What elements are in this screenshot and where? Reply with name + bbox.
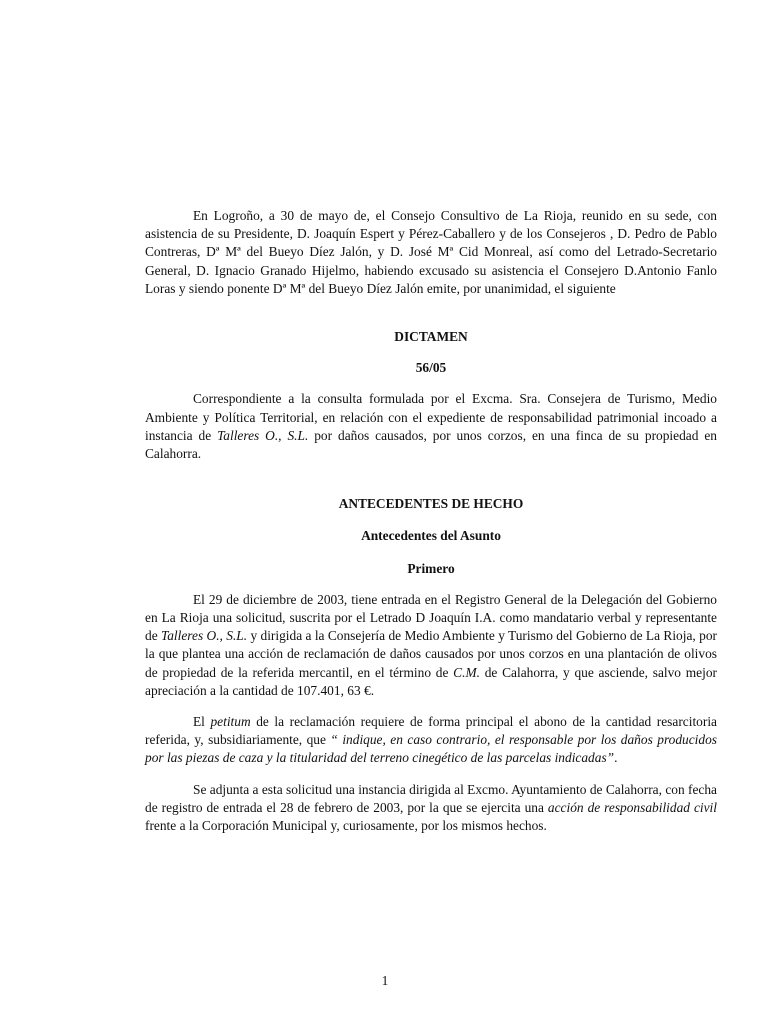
text-run: Se adjunta a esta solicitud una instancia dirigida al Excmo. Ayuntamiento de Calahorra, con fecha de registro de entrada el 28 de febrero de 2003, por la que se ejercita una <box>145 781 717 815</box>
text-run: . <box>614 750 618 766</box>
italic-text-run: Talleres O., S.L. <box>161 628 248 644</box>
italic-text-run: acción de responsabilidad civil <box>547 799 717 815</box>
dictamen-heading: DICTAMEN <box>394 329 468 345</box>
primero-paragraph-2 <box>145 713 717 768</box>
primero-paragraph-3 <box>145 781 717 836</box>
text-run: frente a la Corporación Municipal y, curiosamente, por los mismos hechos. <box>145 818 547 834</box>
consulta-paragraph <box>145 390 717 463</box>
document-page <box>145 207 717 835</box>
text-run: de Calahorra, y que asciende, salvo mejor apreciación a la cantidad de 107.401, 63 €. <box>145 664 717 698</box>
text-run: y dirigida a la Consejería de Medio Ambiente y Turismo del Gobierno de La Rioja, por la que plantea una acción de reclamación de daños causados por unos corzos en una plantación de olivos de propiedad de la referida mercantil, en el término de <box>145 628 717 680</box>
antecedentes-heading: ANTECEDENTES DE HECHO <box>338 496 524 512</box>
italic-text-run: C.M. <box>453 664 480 680</box>
primero-paragraph-1 <box>145 591 717 700</box>
italic-text-run: petitum <box>210 714 251 730</box>
dictamen-number: 56/05 <box>415 360 447 376</box>
asunto-subheading: Antecedentes del Asunto <box>361 528 501 544</box>
text-run: El 29 de diciembre de 2003, tiene entrada en el Registro General de la Delegación del Gobierno en La Rioja una solicitud, suscrita por el Letrado D Joaquín I.A. como mandatario verbal y representante de <box>145 591 717 644</box>
primero-subheading: Primero <box>407 560 455 576</box>
text-run: por daños causados, por unos corzos, en una finca de su propiedad en Calahorra. <box>145 427 717 462</box>
page-number: 1 <box>381 973 389 988</box>
text-run: En Logroño, a 30 de mayo de, el Consejo Consultivo de La Rioja, reunido en su sede, con asistencia de su Presidente, D. Joaquín Espert y Pérez-Caballero y de los Consejeros , D. Pedro de Pablo Contreras, Dª Mª del Bueyo Díez Jalón, y D. José Mª Cid Monreal, así como del Letrado-Secretario General, D. Ignacio Granado Hijelmo, habiendo excusado su asistencia el Consejero D.Antonio Fanlo Loras y siendo ponente Dª Mª del Bueyo Díez Jalón emite, por unanimidad, el siguiente <box>145 208 717 296</box>
italic-text-run: Talleres O., S.L. <box>217 427 309 443</box>
italic-text-run: “ indique, en caso contrario, el responsable por los daños producidos por las piezas de caza y la titularidad del terreno cinegético de las parcelas indicadas” <box>145 732 718 766</box>
text-run: El <box>193 714 211 730</box>
text-run: de la reclamación requiere de forma principal el abono de la cantidad resarcitoria referida, y, subsidiariamente, que <box>145 714 718 748</box>
text-run: Correspondiente a la consulta formulada por el Excma. Sra. Consejera de Turismo, Medio Ambiente y Política Territorial, en relación con el expediente de responsabilidad patrimonial incoado a instancia de <box>145 391 717 443</box>
intro-paragraph <box>145 207 717 298</box>
